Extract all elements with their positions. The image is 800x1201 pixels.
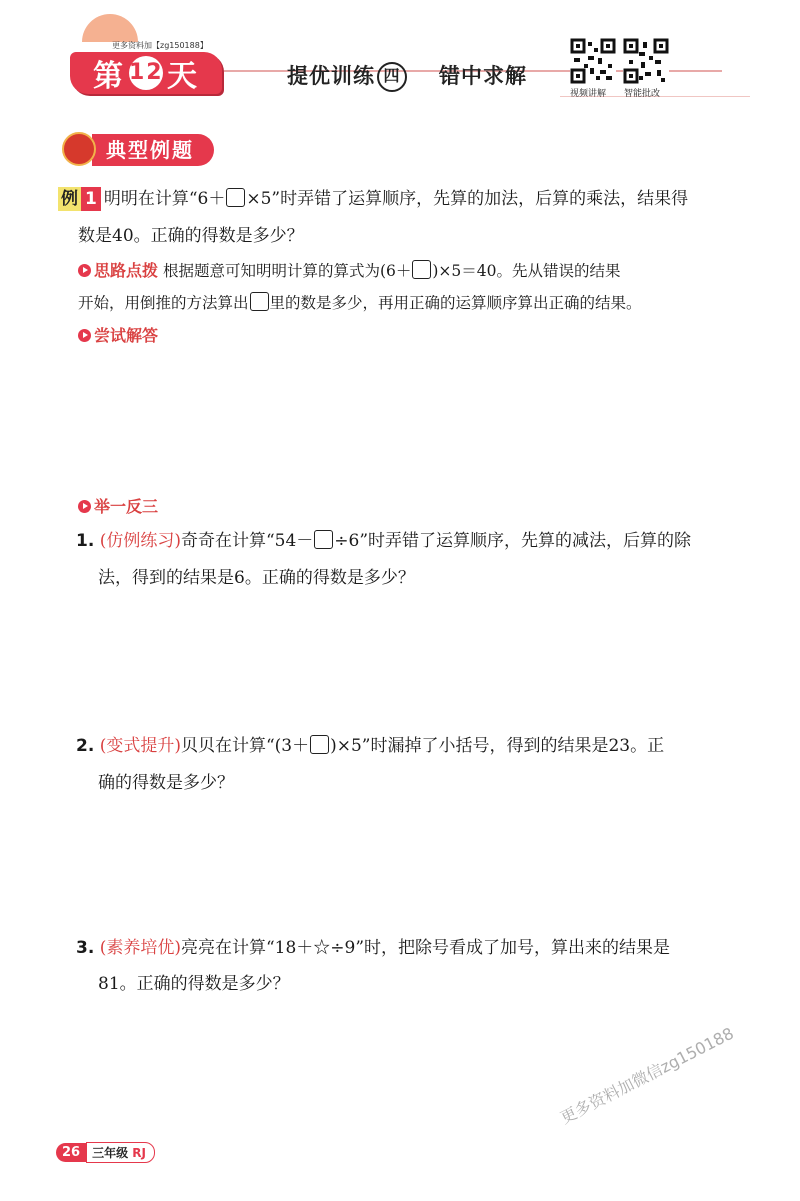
day-badge [70,52,222,94]
question-2-line-1 [76,734,664,758]
hint-text: 开始，用倒推的方法算出 [78,294,249,312]
question-text: ÷6”时弄错了运算顺序，先算的减法，后算的除 [334,531,692,551]
blank-box [226,188,245,207]
example-line-2: 数是40。正确的得数是多少？ [78,226,304,246]
question-text: 奇奇在计算“54－ [180,531,314,551]
play-icon [78,500,91,513]
day-prefix: 第 [93,59,125,94]
question-tag: (变式提升) [99,736,181,756]
drum-icon [62,132,96,166]
example-text: ×5”时弄错了运算顺序，先算的加法，后算的乘法，结果得 [246,189,689,209]
blank-box [412,260,431,279]
section-title: 典型例题 [92,134,214,166]
hint-heading: 思路点拨 [78,261,158,280]
day-suffix: 天 [167,59,199,94]
qr-code-icon[interactable] [623,38,669,84]
question-tag: (仿例练习) [99,531,181,551]
day-number: 12 [129,56,163,90]
example-label: 例 [58,187,81,211]
grade-label: 三年级 RJ [86,1142,155,1163]
question-number: 1. [76,531,95,551]
example-text: 明明在计算“6＋ [103,189,226,209]
blank-box [314,530,333,549]
try-heading: 尝试解答 [78,325,158,347]
watermark: 更多资料加微信zg150188 [557,1023,737,1128]
play-icon [78,264,91,277]
play-icon [78,329,91,342]
page-number: 26 [56,1143,86,1162]
blank-box [310,735,329,754]
question-tag: (素养培优) [99,938,181,958]
example-line-1 [58,187,688,211]
question-1-line-1 [76,529,691,553]
title-main: 提优训练 [287,64,375,88]
qr-code-icon[interactable] [570,38,616,84]
blank-box [250,292,269,311]
question-number: 3. [76,938,95,958]
title-circled-number: 四 [377,62,407,92]
page-title [287,60,527,92]
title-sub: 错中求解 [439,64,527,88]
hint-line-2 [78,291,642,315]
hint-text: 里的数是多少，再用正确的运算顺序算出正确的结果。 [269,294,642,312]
question-3-line-1 [76,936,670,960]
qr-label-video: 视频讲解 [570,89,607,99]
hint-text: 根据题意可知明明计算的算式为(6＋ [162,262,412,280]
example-number: 1 [81,187,101,211]
question-text: )×5”时漏掉了小括号，得到的结果是23。正 [330,736,665,756]
ad-text: 更多资料加【zg150188】 [112,41,208,50]
page-footer [56,1140,155,1164]
question-3-line-2: 81。正确的得数是多少？ [98,974,290,994]
practice-heading: 举一反三 [78,496,158,518]
question-2-line-2: 确的得数是多少？ [98,773,234,793]
hint-line-1 [78,259,621,283]
hint-text: )×5＝40。先从错误的结果 [432,262,621,280]
qr-label-grading: 智能批改 [624,89,661,99]
question-1-line-2: 法，得到的结果是6。正确的得数是多少？ [98,568,415,588]
question-number: 2. [76,736,95,756]
sun-decoration [82,14,138,42]
question-text: 亮亮在计算“18＋☆÷9”时，把除号看成了加号，算出来的结果是 [180,938,671,958]
question-text: 贝贝在计算“(3＋ [180,736,310,756]
